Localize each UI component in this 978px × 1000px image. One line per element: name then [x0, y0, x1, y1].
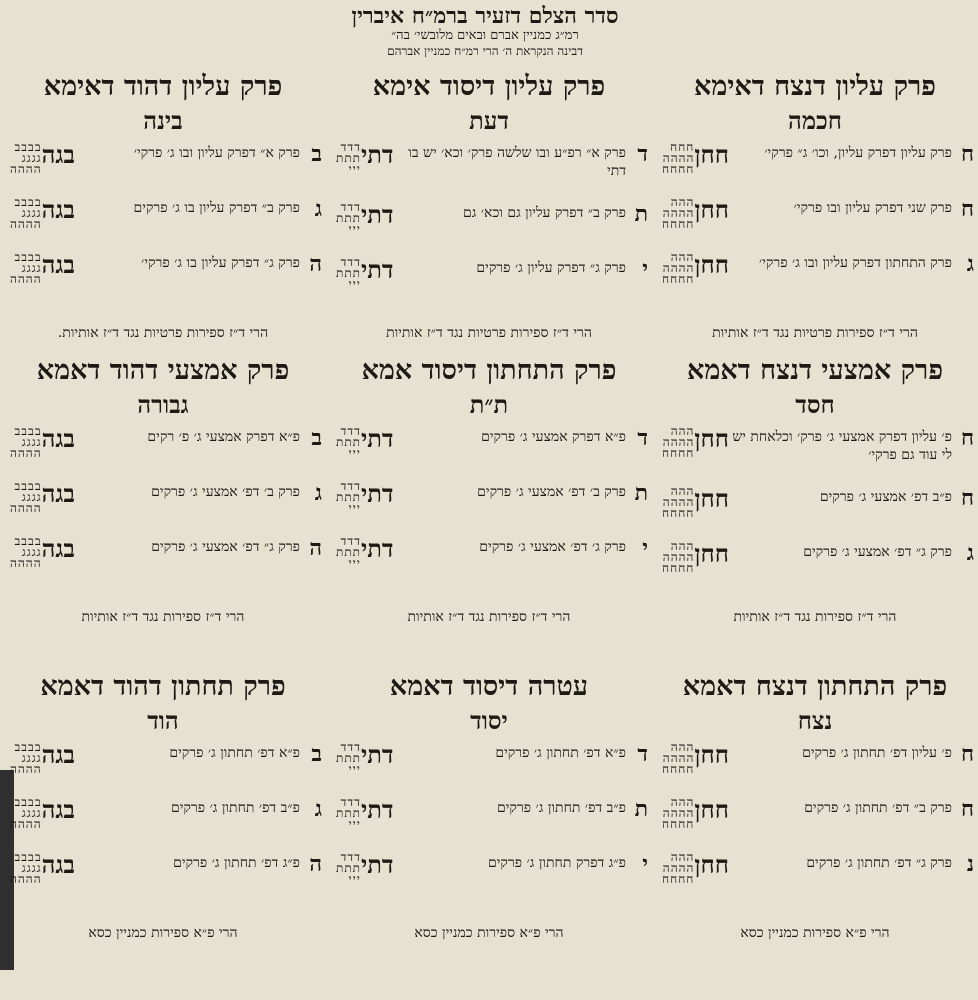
section-footer: הרי ד״ז ספירות פרטיות נגד ד״ז אותיות. [57, 325, 269, 341]
letter-stack: בבבב גגגג הההה [10, 140, 42, 176]
section-footer: הרי ד״ז ספירות נגד ד״ז אותיות [733, 609, 897, 625]
letter-stack: בבבב גגגג הההה [10, 250, 42, 286]
letter-stack: ההה הההה חחחח [662, 539, 695, 575]
text-row [4, 197, 322, 230]
text-row [330, 257, 648, 290]
letter-stack: דדד תתת ייי [336, 255, 361, 291]
cell-yesod-lower [330, 672, 648, 942]
row-word: דתי [360, 740, 394, 769]
text-row [656, 252, 974, 285]
row-word: חחן [694, 539, 729, 568]
row-text: פ״ב דפ׳ תחתון ג׳ פרקים [497, 800, 626, 816]
row-word: דתי [360, 200, 394, 229]
row-letter: ח [960, 741, 974, 767]
row-word: בגה [41, 250, 75, 279]
row-letter: ה [309, 535, 322, 561]
row-word: בגה [41, 850, 75, 879]
letter-stack: דדד תתת ייי [336, 200, 361, 236]
letter-stack: בבבב גגגג הההה [10, 850, 42, 886]
row-letter: ג [314, 196, 322, 222]
row-letter: ה [309, 851, 322, 877]
row-letter: ת [634, 480, 648, 506]
text-row [4, 742, 322, 775]
row-letter: ח [960, 485, 974, 511]
letter-stack: בבבב גגגג הההה [10, 479, 42, 515]
cell-netzach-middle [656, 356, 974, 626]
row-word: בגה [41, 424, 75, 453]
row-word: חחן [694, 140, 729, 169]
row-letter: י [642, 851, 648, 877]
cell-yesod-upper [330, 72, 648, 342]
row-word: דתי [360, 795, 394, 824]
row-text: פרק ג״ דפרק עליון בו ג׳ פרקי׳ [141, 255, 300, 271]
row-text: פרק ב״ דפרק עליון גם וכא׳ גם [463, 205, 626, 221]
row-letter: י [642, 256, 648, 282]
row-letter: ב [311, 425, 322, 451]
section-title: פרק תחתון דהוד דאמא [40, 671, 286, 702]
letter-stack: דדד תתת ייי [336, 850, 361, 886]
row-letter: נ [966, 851, 974, 877]
letter-stack: בבבב גגגג הההה [10, 424, 42, 460]
row-letter: ג [966, 251, 974, 277]
letter-stack: דדד תתת ייי [336, 740, 361, 776]
row-letter: ג [314, 796, 322, 822]
section-footer: הרי פ״א ספירות כמניין כסא [88, 925, 238, 941]
text-row [656, 541, 974, 574]
letter-stack: חחח הההה חחחח [662, 140, 695, 176]
row-text: פרק ב׳ דפ׳ אמצעי ג׳ פרקים [477, 484, 626, 500]
row-word: חחן [694, 740, 729, 769]
row-text: פרק ג׳ דפ׳ אמצעי ג׳ פרקים [479, 539, 626, 555]
section-footer: הרי ד״ז ספירות פרטיות נגד ד״ז אותיות [712, 325, 918, 341]
section-title: פרק אמצעי דנצח דאמא [687, 355, 943, 386]
row-text: פ״ב דפ׳ אמצעי ג׳ פרקים [819, 489, 952, 505]
row-text: פרק ג״ דפ׳ אמצעי ג׳ פרקים [803, 544, 952, 560]
sefirah-label: גבורה [137, 390, 189, 419]
section-footer: הרי ד״ז ספירות נגד ד״ז אותיות [81, 609, 245, 625]
text-row [656, 197, 974, 230]
header-line-1: סדר הצלם דזעיר ברמ״ח איברין [351, 3, 619, 29]
row-word: חחן [694, 850, 729, 879]
section-footer: הרי ד״ז ספירות נגד ד״ז אותיות [407, 609, 571, 625]
row-word: בגה [41, 740, 75, 769]
row-word: בגה [41, 534, 75, 563]
text-row [656, 852, 974, 885]
text-row [4, 852, 322, 885]
text-row [330, 481, 648, 514]
section-title: פרק עליון דיסוד אימא [372, 71, 606, 102]
text-row [330, 426, 648, 459]
section-footer: הרי פ״א ספירות כמניין כסא [740, 925, 890, 941]
cell-hod-lower [4, 672, 322, 942]
sefirah-label: דעת [469, 106, 509, 135]
row-text: פרק התחתון דפרק עליון ובו ג׳ פרקי׳ [758, 255, 952, 271]
row-letter: ד [637, 425, 648, 451]
text-row [4, 481, 322, 514]
row-letter: ת [634, 201, 648, 227]
letter-stack: דדד תתת ייי [336, 140, 361, 176]
text-row [4, 797, 322, 830]
row-text: פרק ב״ דפרק עליון בו ג׳ פרקים [133, 200, 300, 216]
text-row [656, 142, 974, 175]
sefirah-label: ת״ת [469, 390, 509, 419]
sefirah-label: חכמה [788, 106, 842, 135]
row-word: חחן [694, 795, 729, 824]
row-word: דתי [360, 140, 394, 169]
section-footer: הרי ד״ז ספירות פרטיות נגד ד״ז אותיות [386, 325, 592, 341]
row-text: פ״א דפרק אמצעי ג׳ פ׳ רקים [147, 429, 300, 445]
row-word: דתי [360, 479, 394, 508]
cell-netzach-lower [656, 672, 974, 942]
row-text: פ׳ עליון דפ׳ תחתון ג׳ פרקים [802, 745, 952, 761]
row-word: דתי [360, 255, 394, 284]
row-word: חחן [694, 484, 729, 513]
row-word: חחן [694, 250, 729, 279]
row-letter: ג [966, 540, 974, 566]
letter-stack: בבבב גגגג הההה [10, 195, 42, 231]
row-word: דתי [360, 424, 394, 453]
letter-stack: ההה הההה חחחח [662, 795, 695, 831]
text-row [656, 426, 974, 464]
letter-stack: ההה הההה חחחח [662, 195, 695, 231]
row-text: פרק ג״ דפ׳ תחתון ג׳ פרקים [806, 855, 952, 871]
row-word: חחן [694, 424, 729, 453]
section-title: פרק עליון דהוד דאימא [43, 71, 283, 102]
header-line-2: רמ״ג כמניין אברם ובאים מלובשי׳ בה״ [391, 28, 579, 43]
cell-hod-upper [4, 72, 322, 342]
cell-yesod-middle [330, 356, 648, 626]
letter-stack: ההה הההה חחחח [662, 484, 695, 520]
section-title: פרק התחתון דיסוד אמא [361, 355, 617, 386]
letter-stack: ההה הההה חחחח [662, 250, 695, 286]
row-letter: ח [960, 425, 974, 451]
section-footer: הרי פ״א ספירות כמניין כסא [414, 925, 564, 941]
row-letter: ד [637, 141, 648, 167]
text-row [330, 202, 648, 235]
row-letter: ב [311, 741, 322, 767]
section-title: עטרה דיסוד דאמא [389, 671, 589, 702]
letter-stack: ההה הההה חחחח [662, 740, 695, 776]
row-text: פ״א דפ׳ תחתון ג׳ פרקים [495, 745, 626, 761]
row-letter: י [642, 535, 648, 561]
text-row [330, 142, 648, 180]
section-title: פרק התחתון דנצח דאמא [682, 671, 948, 702]
letter-stack: ההה הההה חחחח [662, 850, 695, 886]
row-word: בגה [41, 195, 75, 224]
row-letter: ד [637, 741, 648, 767]
letter-stack: בבבב גגגג הההה [10, 534, 42, 570]
letter-stack: דדד תתת ייי [336, 534, 361, 570]
row-text: פרק א״ רפ״ע ובו שלשה פרק׳ וכא׳ יש בו דתי [408, 145, 626, 179]
sefirah-label: יסוד [470, 706, 508, 735]
row-text: פרק ב׳ דפ׳ אמצעי ג׳ פרקים [151, 484, 300, 500]
row-text: פ״א דפרק אמצעי ג׳ פרקים [481, 429, 626, 445]
row-text: פרק שני דפרק עליון ובו פרקי׳ [793, 200, 952, 216]
cell-netzach-upper [656, 72, 974, 342]
row-text: פרק ג״ דפרק עליון ג׳ פרקים [476, 260, 626, 276]
sefirah-label: נצח [797, 706, 833, 735]
row-letter: ב [311, 141, 322, 167]
row-word: בגה [41, 140, 75, 169]
row-text: פרק א״ דפרק עליון ובו ג׳ פרקי׳ [133, 145, 300, 161]
row-letter: ה [309, 251, 322, 277]
row-text: פ״א דפ׳ תחתון ג׳ פרקים [169, 745, 300, 761]
row-letter: ח [960, 141, 974, 167]
row-text: פ״ב דפ׳ תחתון ג׳ פרקים [171, 800, 300, 816]
letter-stack: ההה הההה חחחח [662, 424, 695, 460]
letter-stack: בבבב גגגג הההה [10, 740, 42, 776]
row-word: בגה [41, 479, 75, 508]
row-letter: ת [634, 796, 648, 822]
page-header [315, 4, 655, 59]
row-text: פ״ג דפרק תחתון ג׳ פרקים [488, 855, 626, 871]
row-text: פ׳ עליון דפרק אמצעי ג׳ פרק׳ וכלאחת יש לי עוד גם פרקי׳ [732, 429, 952, 463]
text-row [656, 486, 974, 519]
sefirah-label: הוד [147, 706, 179, 735]
row-text: פרק ב״ דפ׳ תחתון ג׳ פרקים [804, 800, 952, 816]
text-row [4, 536, 322, 569]
letter-stack: דדד תתת ייי [336, 795, 361, 831]
section-title: פרק אמצעי דהוד דאמא [36, 355, 290, 386]
cell-hod-middle [4, 356, 322, 626]
row-word: דתי [360, 534, 394, 563]
text-row [330, 536, 648, 569]
row-text: פרק ג״ דפ׳ אמצעי ג׳ פרקים [151, 539, 300, 555]
header-line-3: דבינה הנקראת ה׳ הרי רמ״ח כמניין אברהם [387, 44, 583, 58]
text-row [4, 142, 322, 175]
row-word: דתי [360, 850, 394, 879]
row-letter: ח [960, 796, 974, 822]
row-letter: ח [960, 196, 974, 222]
letter-stack: בבבב גגגג הההה [10, 795, 42, 831]
row-text: פרק עליון דפרק עליון, וכו׳ ג״ פרקי׳ [764, 145, 952, 161]
row-word: בגה [41, 795, 75, 824]
text-row [330, 797, 648, 830]
section-title: פרק עליון דנצח דאימא [693, 71, 936, 102]
letter-stack: דדד תתת ייי [336, 479, 361, 515]
text-row [4, 426, 322, 459]
row-word: חחן [694, 195, 729, 224]
row-text: פ״ג דפ׳ תחתון ג׳ פרקים [173, 855, 300, 871]
sefirah-label: חסד [795, 390, 835, 419]
row-letter: ג [314, 480, 322, 506]
text-row [656, 797, 974, 830]
sefirah-label: בינה [143, 106, 183, 135]
text-row [656, 742, 974, 775]
letter-stack: דדד תתת ייי [336, 424, 361, 460]
text-row [330, 852, 648, 885]
text-row [4, 252, 322, 285]
text-row [330, 742, 648, 775]
